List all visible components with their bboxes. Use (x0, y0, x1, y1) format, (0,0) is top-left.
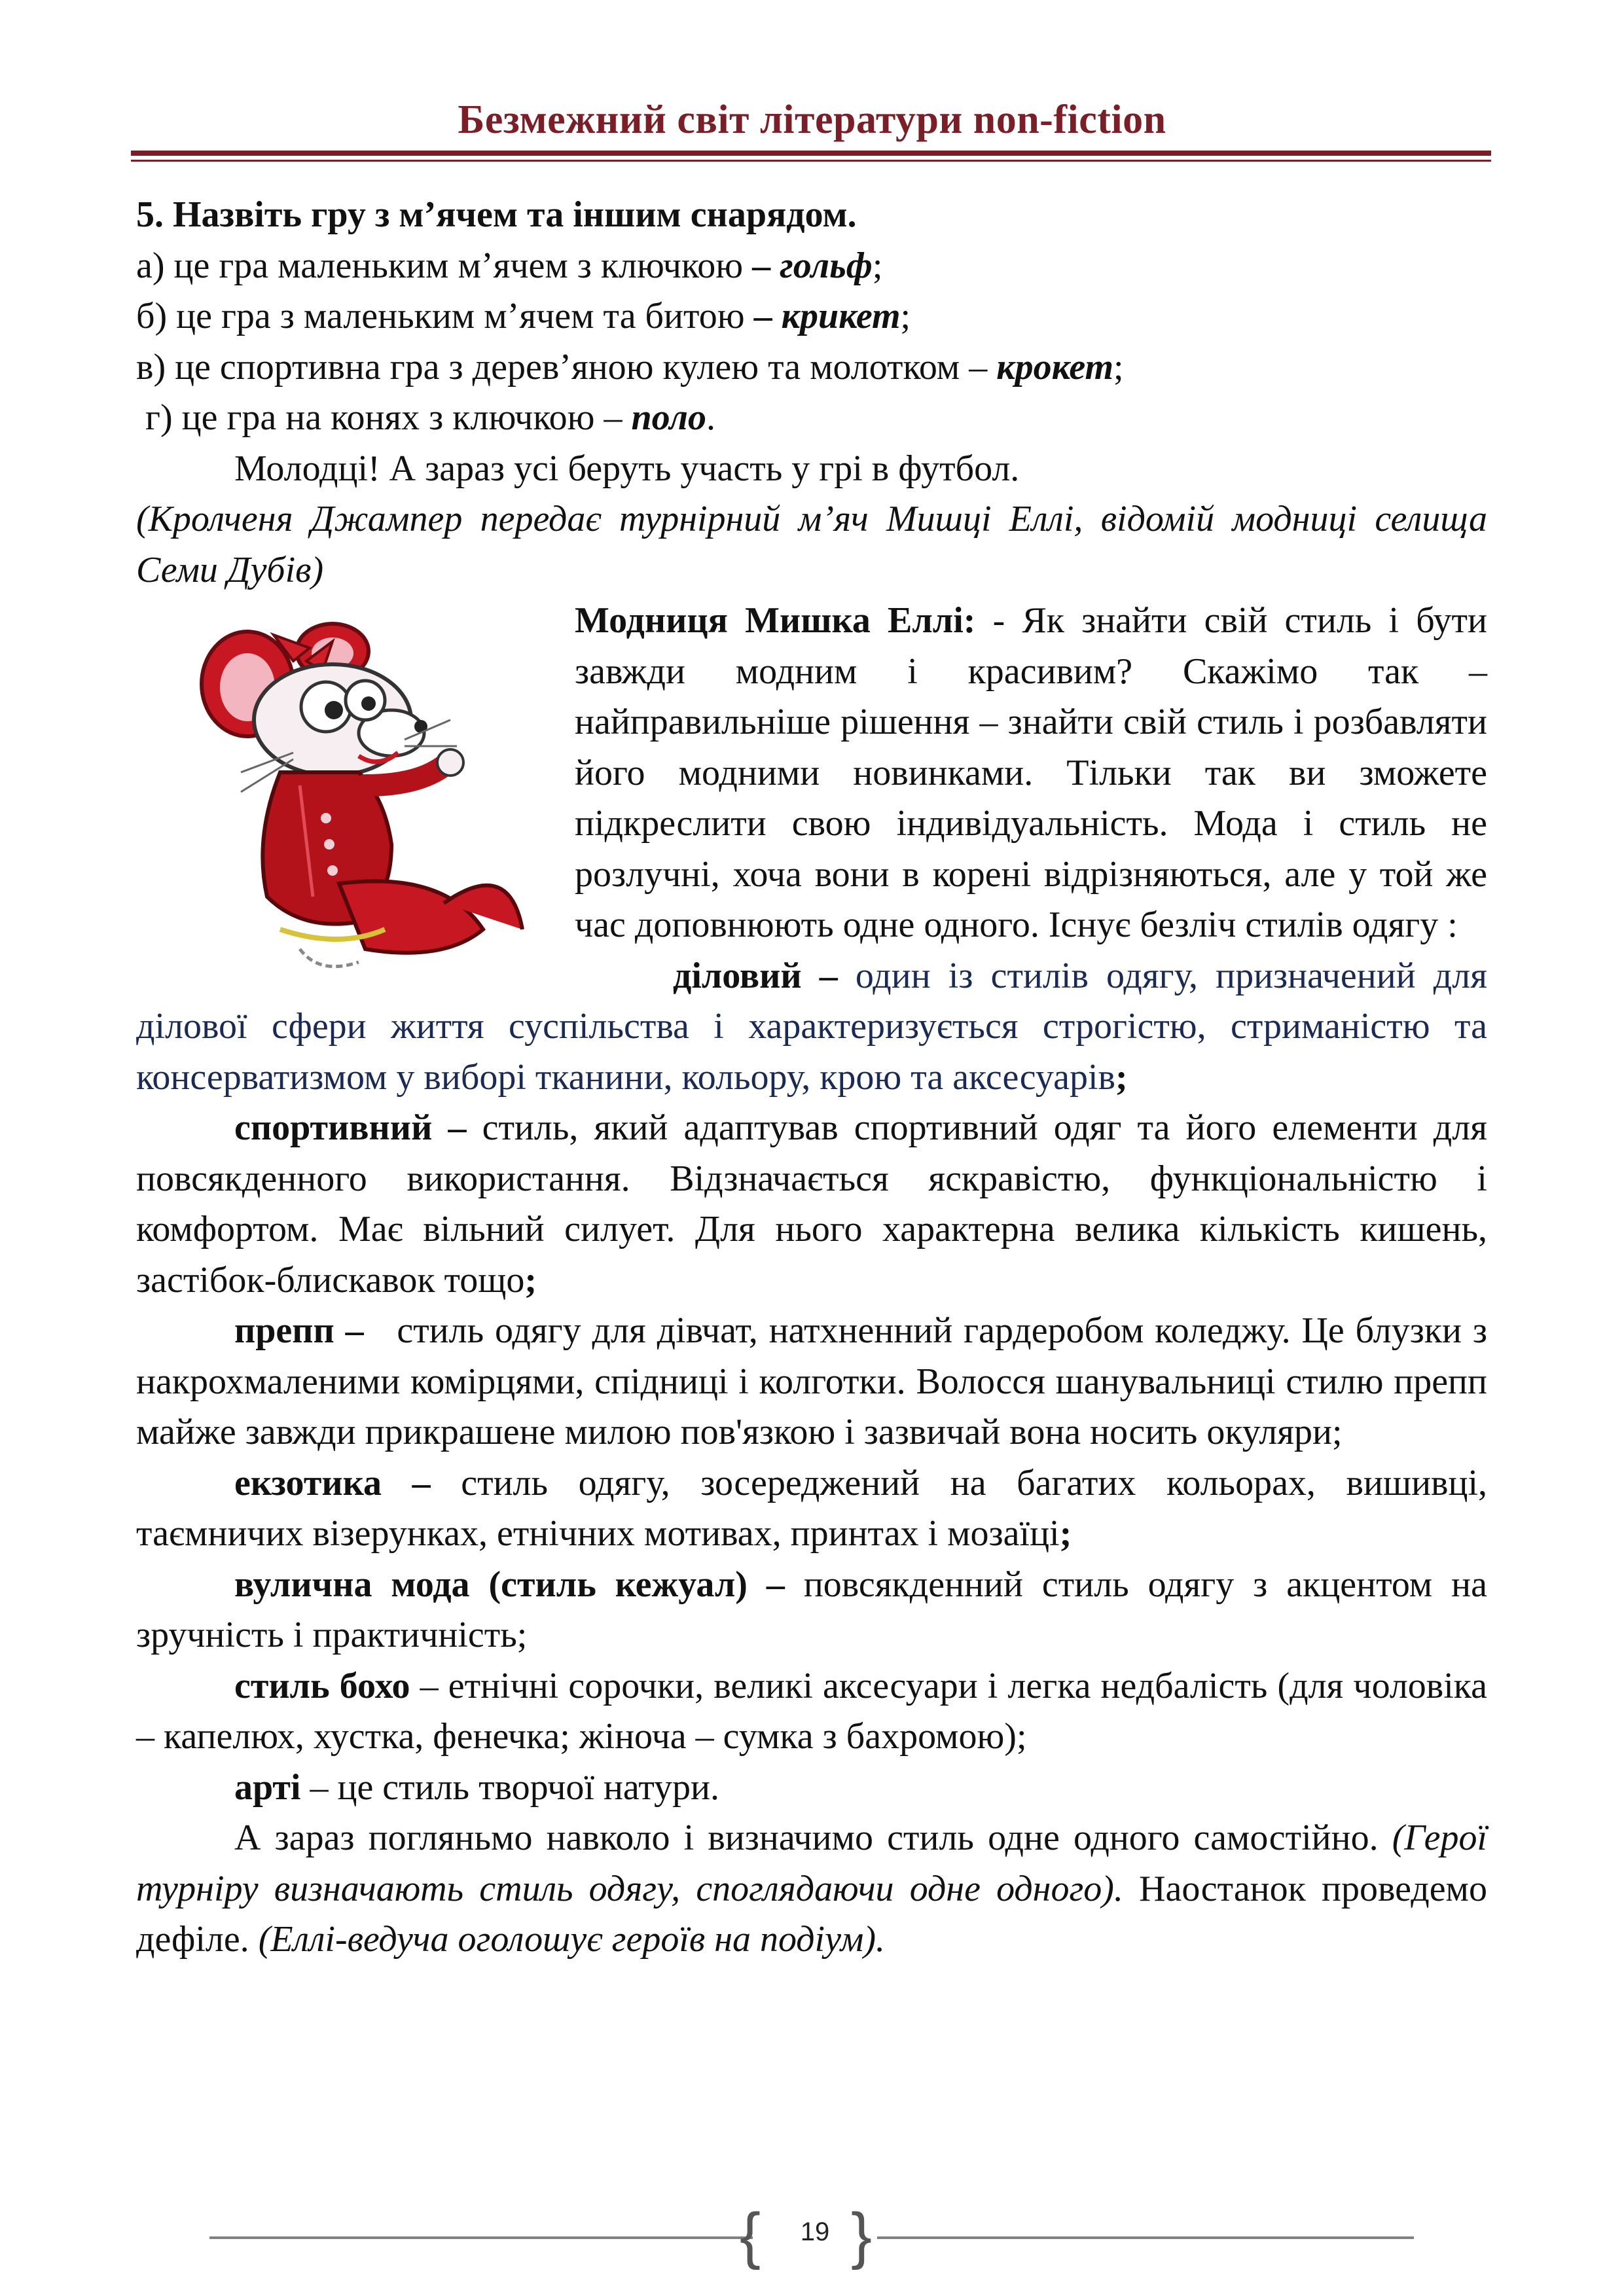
cartoon-mouse-illustration (169, 622, 575, 988)
speaker-name: Модниця Мишка Еллі: (575, 600, 976, 641)
answer-d-term: поло (631, 397, 707, 438)
page-footer (0, 2199, 1624, 2278)
answer-a: а) це гра маленьким м’ячем з ключкою – гольф; (136, 245, 883, 286)
style-casual: вулична мода (стиль кежуал) – повсякденний стиль одягу з акцентом на зручність і практичність; (136, 1564, 1487, 1655)
answer-a-term: гольф (780, 245, 873, 286)
footer-line-right (877, 2236, 1414, 2239)
style-exotic: екзотика – стиль одягу, зосереджений на багатих кольорах, вишивці, таємничих візерунках, етнічних мотивах, принтах і мозаїці; (136, 1462, 1487, 1554)
page-number: 19 (800, 2217, 830, 2246)
style-arty: арті – це стиль творчої натури. (234, 1767, 720, 1808)
main-content (136, 190, 1497, 1965)
header-rule-thin (131, 160, 1491, 162)
style-business: діловий – один із стилів одягу, призначений для ділової сфери життя суспільства і характеризується строгістю, стриманістю та консерватизмом у виборі тканини, кольору, крою та аксесуарів; (136, 955, 1488, 1098)
closing-paragraph: А зараз погляньмо навколо і визначимо стиль одне одного самостійно. (Герої турніру визначають стиль одягу, споглядаючи одне одного). Наостанок проведемо дефіле. (Еллі-ведуча оголошує героїв на подіум). (136, 1818, 1487, 1960)
style-boho: стиль бохо – етнічні сорочки, великі аксесуари і легка недбалість (для чоловіка – капелюх, хустка, фенечка; жіноча – сумка з бахромою); (136, 1665, 1487, 1757)
style-sport: спортивний – стиль, який адаптував спортивний одяг та його елементи для повсякденного використання. Відзначається яскравістю, функціональністю і комфортом. Має вільний силует. Для нього характерна велика кількість кишень, застібок-блискавок тощо; (136, 1107, 1487, 1300)
mouse-speech: Модниця Мишка Еллі: - Як знайти свій стиль і бути завжди модним і красивим? Скажімо так – найправильніше рішення – знайти свій стиль і розбавляти його модними новинками. Тільки так ви зможете підкреслити свою індивідуальність. Мода і стиль не розлучні, хоча вони в корені відрізняються, але у той же час доповнюють одне одного. Існує безліч стилів одягу : (575, 600, 1487, 945)
speech-block (136, 596, 1487, 951)
answer-b: б) це гра з маленьким м’ячем та битою – крикет; (136, 296, 911, 336)
footer-brace-right: } (851, 2200, 873, 2270)
praise-line: Молодці! А зараз усі беруть участь у грі в футбол. (234, 448, 1020, 489)
answer-c-term: крокет (996, 346, 1114, 387)
footer-line-left (209, 2236, 753, 2239)
stage-direction: (Кролченя Джампер передає турнірний м’яч Мишці Еллі, відомій модниці селища Семи Дубів) (136, 499, 1487, 590)
answer-d: г) це гра на конях з ключкою – поло. (136, 397, 716, 438)
answer-c: в) це спортивна гра з дерев’яною кулею та молотком – крокет; (136, 346, 1124, 387)
running-header-title: Безмежний світ літератури non-fiction (458, 98, 1166, 142)
question-5-title: 5. Назвіть гру з м’ячем та іншим снарядом. (136, 194, 857, 235)
answer-b-term: крикет (781, 296, 901, 336)
style-prepp: препп – стиль одягу для дівчат, натхненний гардеробом коледжу. Це блузки з накрохмаленими комірцями, спідниці і колготки. Волосся шанувальниці стилю препп майже завжди прикрашене милою пов'язкою і зазвичай вона носить окуляри; (136, 1310, 1497, 1452)
footer-brace-left: { (740, 2200, 761, 2270)
header-rule-thick (131, 151, 1491, 156)
